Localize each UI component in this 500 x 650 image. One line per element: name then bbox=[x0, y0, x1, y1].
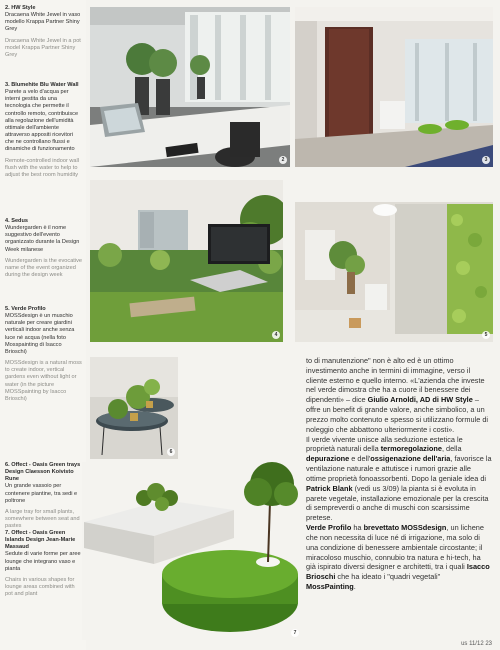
article-body bbox=[306, 356, 492, 592]
article-text: , un lichene che non necessita di luce né di irrigazione, ma solo di una condizione di benessere ambientale circostante; il miracoloso muschio, connubio tra natura e hi-tech, ha già ispirato diversi designer e architetti, tra i quali bbox=[306, 523, 484, 572]
article-text: e dell' bbox=[349, 454, 371, 464]
wundergarden-illustration bbox=[90, 180, 283, 342]
article-text: to di manutenzione" non è alto ed è un ottimo investimento anche in termini di immagine, verso il cliente esterno e quello interno. «L'azienda che investe nel verde dimostra che ha a cuore il benessere dei dipendenti» – dice bbox=[306, 356, 485, 405]
photo-water-wall bbox=[295, 7, 493, 167]
article-bold: ossigenazione dell'aria bbox=[370, 454, 451, 464]
article-text: ha bbox=[351, 523, 364, 533]
article-text: . bbox=[353, 582, 356, 592]
article-text: Il verde vivente unisce alla seduzione estetica le proprietà naturali della bbox=[306, 434, 463, 454]
green-islands-illustration bbox=[82, 462, 302, 640]
moss-wall-illustration bbox=[295, 180, 493, 342]
green-trays-illustration bbox=[90, 357, 178, 459]
article-bold: termoregolazione bbox=[380, 444, 442, 454]
photo-number-5: 5 bbox=[482, 331, 490, 339]
caption-6: 6. Offect - Oasis Green trays Design Claesson Koivisto Rune Un grande vassoio per contenere piantine, tra sedi e poltrone A large tray for small plants, somewhere between seat and pastes bbox=[5, 462, 81, 530]
photo-number-2: 2 bbox=[279, 156, 287, 164]
water-wall-illustration bbox=[295, 7, 493, 167]
page-footer: us 11/12 23 bbox=[461, 641, 492, 647]
photo-number-7: 7 bbox=[291, 629, 299, 637]
article-text: – offre un benefit di grande valore, anche simbolico, a un prezzo molto contenuto e spesso si utilizzano formule di noleggio che abbattono ulteriormente i costi». bbox=[306, 395, 489, 434]
photo-moss-wall bbox=[295, 180, 493, 342]
photo-hw-style-office bbox=[90, 7, 290, 167]
article-bold: MossPainting bbox=[306, 582, 354, 592]
caption-3: 3. Blumehite Blu Water Wall Parete a velo d'acqua per interni gestita da una tecnologia che permette il controllo remoto, contribuisce alla regolazione dell'umidità ottimale dell'ambiente attraverso appositi ricevitori che ne controllano flussi e dinamiche di funzionamento Remote-controlled indoor wall flush with the water to help to adjust the best room humidity bbox=[5, 82, 79, 178]
photo-wundergarden bbox=[90, 180, 283, 342]
article-bold: brevettato MOSSdesign bbox=[363, 523, 447, 533]
photo-number-3: 3 bbox=[482, 156, 490, 164]
photo-number-6: 6 bbox=[167, 448, 175, 456]
caption-4: 4. Sedus Wundergarden è il nome suggestivo dell'evento organizzato durante la Design Week milanese Wundergarden is the evocative name of the event organized during the design week bbox=[5, 218, 83, 279]
photo-oasis-green-trays bbox=[90, 357, 178, 459]
article-bold: Giulio Arnoldi, AD di HW Style bbox=[367, 395, 473, 405]
article-bold: Isacco Brioschi bbox=[306, 562, 490, 582]
article-bold: Verde Profilo bbox=[306, 523, 352, 533]
caption-7: 7. Offect - Oasis Green Islands Design Jean-Marie Massaud Sedute di varie forme per aree lounge che integrano vaso e pianta Chairs in various shapes for lounge areas combined with pot and plant bbox=[5, 530, 81, 598]
article-bold: depurazione bbox=[306, 454, 350, 464]
photo-oasis-green-islands bbox=[82, 462, 302, 640]
caption-sidebar bbox=[0, 0, 86, 650]
article-text: che ha ideato i "quadri vegetali" bbox=[335, 572, 441, 582]
article-bold: Patrick Blank bbox=[306, 483, 353, 493]
article-text: , della bbox=[441, 444, 462, 454]
article-text: , favorisce la ventilazione naturale e attutisce i rumori grazie alle ottime proprietà fonoassorbenti. Dopo la geniale idea di bbox=[306, 454, 492, 483]
office-illustration bbox=[90, 7, 290, 167]
article-text: (vedi us 3/09) la pianta si è evoluta in parete vegetale, installazione emozionale per la crescita di sempreverdi o anche di muschi con scarsissime pretese. bbox=[306, 483, 489, 523]
photo-number-4: 4 bbox=[272, 331, 280, 339]
caption-2: 2. HW Style Dracaena White Jewel in vaso modello Krappa Partner Shiny Grey Dracaena White Jewel in a pot model Krappa Partner Shiny Grey bbox=[5, 5, 81, 58]
caption-5: 5. Verde Profilo MOSSdesign è un muschio naturale per creare giardini verticali indoor anche senza luce né acqua (nella foto Mosspainting di Isacco Brioschi) MOSSdesign is a natural moss to create indoor, vertical gardens even without light or water (in the picture MOSSpainting by Isacco Brioschi) bbox=[5, 306, 82, 402]
